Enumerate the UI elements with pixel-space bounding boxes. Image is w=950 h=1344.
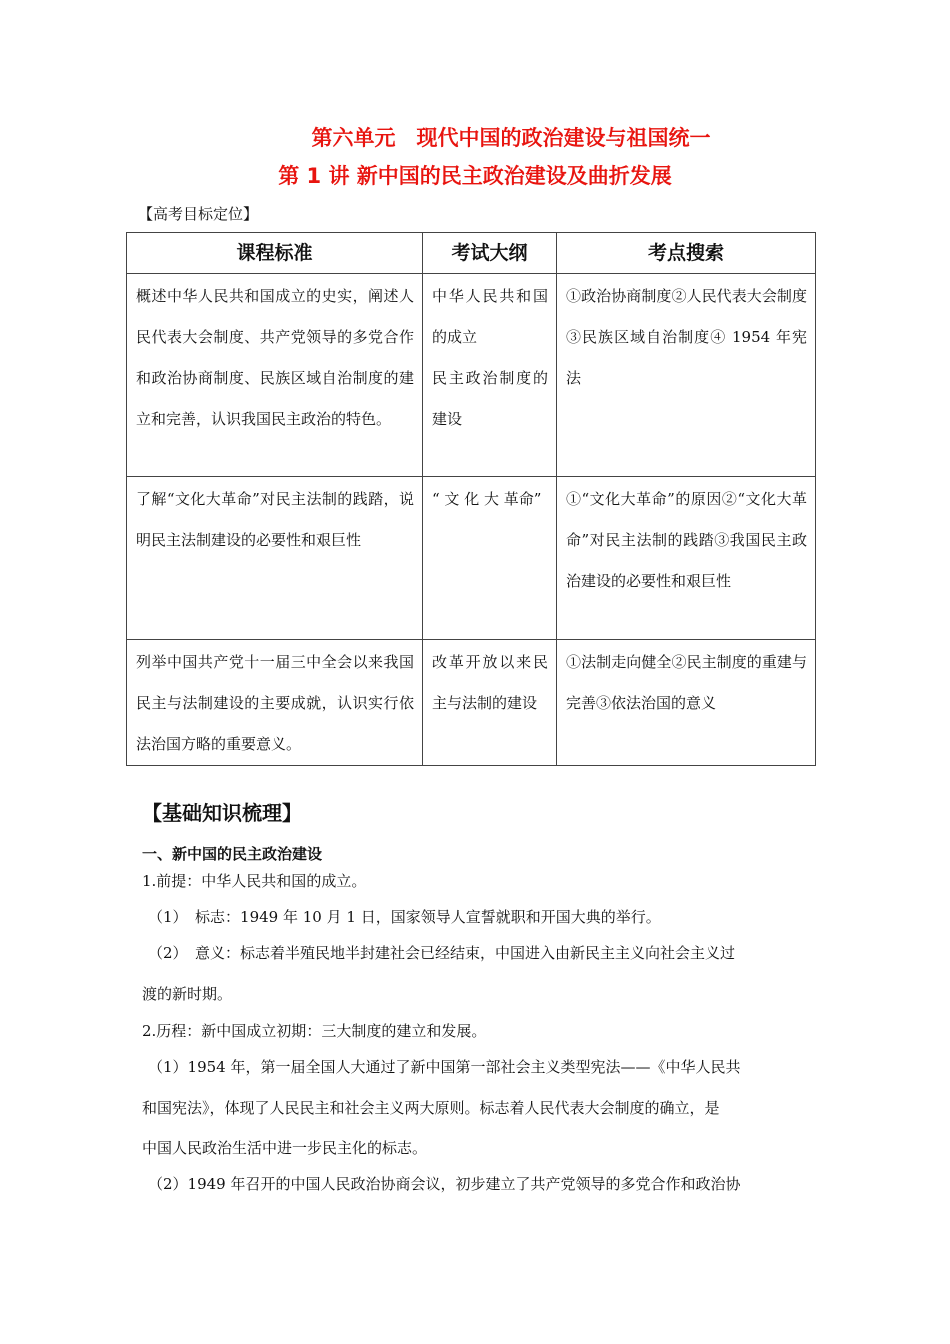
body-line: （1）1954 年，第一届全国人大通过了新中国第一部社会主义类型宪法——《中华人民共	[148, 1058, 741, 1076]
section-subheading: 一、新中国的民主政治建设	[142, 845, 323, 863]
table-cell: 中华人民共和国的成立 民主政治制度的建设	[423, 274, 557, 477]
table-cell: ①“文化大革命”的原因②“文化大革命”对民主法制的践踏③我国民主政治建设的必要性和艰巨性	[557, 477, 816, 640]
table-cell: 了解“文化大革命”对民主法制的践踏，说明民主法制建设的必要性和艰巨性	[127, 477, 423, 640]
body-line: （2） 意义：标志着半殖民地半封建社会已经结束，中国进入由新民主主义向社会主义过	[148, 944, 736, 962]
table-cell: 列举中国共产党十一届三中全会以来我国民主与法制建设的主要成就，认识实行依法治国方略的重要意义。	[127, 640, 423, 766]
body-line: （2）1949 年召开的中国人民政治协商会议，初步建立了共产党领导的多党合作和政治协	[148, 1175, 741, 1193]
table-row	[127, 640, 816, 766]
body-line: 渡的新时期。	[142, 985, 233, 1003]
header-curriculum: 课程标准	[127, 233, 423, 274]
table-cell: ①政治协商制度②人民代表大会制度③民族区域自治制度④ 1954 年宪法	[557, 274, 816, 477]
goal-table	[126, 232, 816, 766]
section-heading: 【基础知识梳理】	[142, 801, 302, 825]
body-line: 中国人民政治生活中进一步民主化的标志。	[142, 1139, 428, 1157]
lesson-title: 第 1 讲 新中国的民主政治建设及曲折发展	[278, 164, 672, 188]
body-line: （1） 标志：1949 年 10 月 1 日，国家领导人宣誓就职和开国大典的举行。	[148, 908, 661, 926]
table-cell: 改革开放以来民主与法制的建设	[423, 640, 557, 766]
table-row	[127, 477, 816, 640]
table-row	[127, 274, 816, 477]
goal-tag: 【高考目标定位】	[138, 205, 259, 223]
table-cell: 概述中华人民共和国成立的史实，阐述人民代表大会制度、共产党领导的多党合作和政治协商制度、民族区域自治制度的建立和完善，认识我国民主政治的特色。	[127, 274, 423, 477]
header-keypoints: 考点搜索	[557, 233, 816, 274]
body-line: 2.历程：新中国成立初期：三大制度的建立和发展。	[142, 1022, 487, 1040]
table-cell: “ 文 化 大 革命”	[423, 477, 557, 640]
table-header-row	[127, 233, 816, 274]
body-line: 和国宪法》，体现了人民民主和社会主义两大原则。标志着人民代表大会制度的确立，是	[142, 1099, 720, 1117]
body-line: 1.前提：中华人民共和国的成立。	[142, 872, 367, 890]
unit-title: 第六单元 现代中国的政治建设与祖国统一	[311, 126, 711, 150]
header-syllabus: 考试大纲	[423, 233, 557, 274]
table-cell: ①法制走向健全②民主制度的重建与完善③依法治国的意义	[557, 640, 816, 766]
